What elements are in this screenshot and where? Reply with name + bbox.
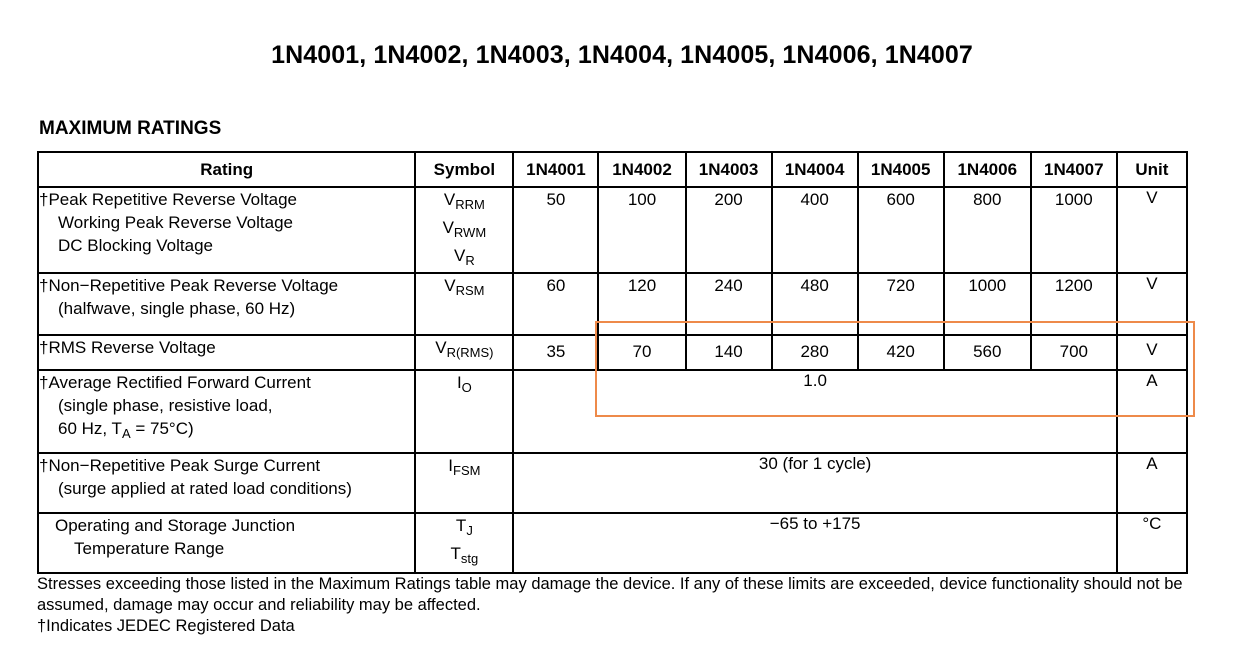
unit-cell: A (1117, 453, 1187, 513)
value-cell: 400 (772, 187, 858, 273)
merged-value-cell: 30 (for 1 cycle) (513, 453, 1116, 513)
table-row (38, 370, 1187, 453)
section-title: MAXIMUM RATINGS (39, 118, 222, 139)
symbol-cell (415, 453, 513, 513)
unit-cell: A (1117, 370, 1187, 453)
header-model: 1N4006 (944, 152, 1031, 187)
value-cell: 35 (513, 335, 598, 370)
symbol-cell (415, 273, 513, 335)
symbol-cell (415, 513, 513, 573)
rating-text: (surge applied at rated load conditions) (58, 479, 352, 498)
table-row (38, 335, 1187, 370)
table-row (38, 273, 1187, 335)
value-cell: 700 (1031, 335, 1117, 370)
symbol-cell (415, 187, 513, 273)
unit-cell: V (1117, 335, 1187, 370)
symbol-cell (415, 370, 513, 453)
symbol: $I_O$ (456, 373, 472, 395)
symbol: $T_{stg}$ (450, 544, 479, 566)
value-cell: 1200 (1031, 273, 1117, 335)
stress-note: Stresses exceeding those listed in the Maximum Ratings table may damage the device. If any of these limits are exceeded, device functionality should not be assumed, damage may occur and reliability may be affected. (37, 575, 1183, 614)
symbol: $V_{RSM}$ (444, 276, 485, 298)
symbol: $I_{FSM}$ (448, 456, 481, 478)
rating-text: Working Peak Reverse Voltage (58, 213, 293, 232)
value-cell: 1000 (1031, 187, 1117, 273)
rating-text: †Non−Repetitive Peak Surge Current (39, 456, 321, 475)
rating-text: †Peak Repetitive Reverse Voltage (39, 190, 297, 209)
symbol: $V_R$ (454, 246, 475, 268)
value-cell: 50 (513, 187, 598, 273)
rating-cell (38, 335, 415, 370)
value-cell: 280 (772, 335, 858, 370)
rating-text: DC Blocking Voltage (58, 236, 213, 255)
value-cell: 200 (686, 187, 772, 273)
rating-text: 60 Hz, $T_A = 75^\circ C$) (58, 419, 194, 441)
rating-text: Temperature Range (74, 539, 225, 558)
value-cell: 1000 (944, 273, 1031, 335)
table-row (38, 513, 1187, 573)
value-cell: 420 (858, 335, 944, 370)
header-unit: Unit (1117, 152, 1187, 187)
symbol: $V_{RWM}$ (442, 218, 487, 240)
value-cell: 140 (686, 335, 772, 370)
header-model: 1N4004 (772, 152, 858, 187)
symbol: $V_{RRM}$ (443, 190, 485, 212)
value-cell: 60 (513, 273, 598, 335)
value-cell: 560 (944, 335, 1031, 370)
value-cell: 240 (686, 273, 772, 335)
value-cell: 100 (598, 187, 685, 273)
rating-text: †Average Rectified Forward Current (39, 373, 311, 392)
page-title: 1N4001, 1N4002, 1N4003, 1N4004, 1N4005, 1N4006, 1N4007 (271, 41, 973, 69)
rating-cell (38, 370, 415, 453)
value-cell: 480 (772, 273, 858, 335)
table-row (38, 187, 1187, 273)
rating-cell (38, 273, 415, 335)
merged-value-cell: −65 to +175 (513, 513, 1116, 573)
value-cell: 800 (944, 187, 1031, 273)
footnote (37, 574, 1197, 637)
rating-cell (38, 513, 415, 573)
value-cell: 120 (598, 273, 685, 335)
value-cell: 70 (598, 335, 685, 370)
jedec-note: †Indicates JEDEC Registered Data (37, 617, 295, 635)
symbol: $V_{R(RMS)}$ (435, 338, 494, 360)
header-model: 1N4003 (686, 152, 772, 187)
rating-text: †RMS Reverse Voltage (39, 338, 216, 357)
table-row (38, 453, 1187, 513)
header-model: 1N4001 (513, 152, 598, 187)
unit-cell: V (1117, 273, 1187, 335)
header-rating: Rating (38, 152, 415, 187)
header-row (38, 152, 1187, 187)
value-cell: 600 (858, 187, 944, 273)
value-cell: 720 (858, 273, 944, 335)
symbol-cell (415, 335, 513, 370)
symbol: $T_J$ (455, 516, 473, 538)
rating-text: †Non−Repetitive Peak Reverse Voltage (39, 276, 339, 295)
header-symbol: Symbol (415, 152, 513, 187)
rating-cell (38, 187, 415, 273)
rating-cell (38, 453, 415, 513)
merged-value-cell: 1.0 (513, 370, 1116, 453)
unit-cell: °C (1117, 513, 1187, 573)
unit-cell: V (1117, 187, 1187, 273)
header-model: 1N4002 (598, 152, 685, 187)
header-model: 1N4005 (858, 152, 944, 187)
maximum-ratings-table (37, 151, 1188, 574)
rating-text: Operating and Storage Junction (55, 516, 296, 535)
rating-text: (single phase, resistive load, (58, 396, 273, 415)
header-model: 1N4007 (1031, 152, 1117, 187)
rating-text: (halfwave, single phase, 60 Hz) (58, 299, 296, 318)
